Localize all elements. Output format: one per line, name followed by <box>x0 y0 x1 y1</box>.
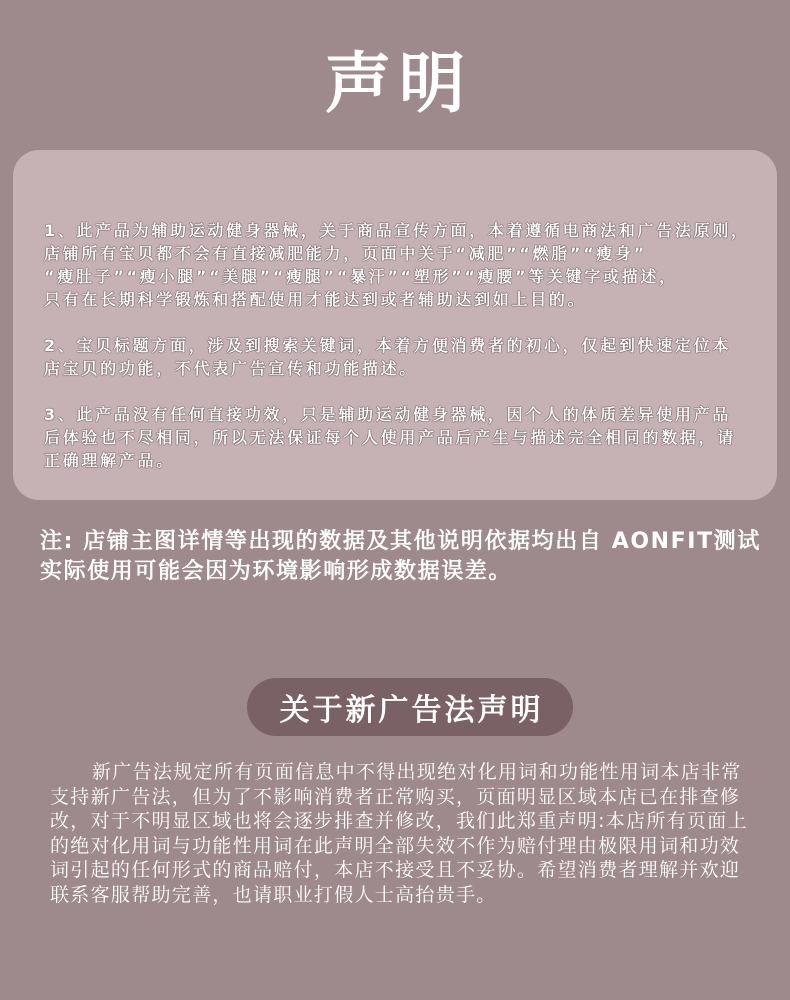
page-title: 声明 <box>325 45 473 122</box>
note-line: 注: 店铺主图详情等出现的数据及其他说明依据均出自 AONFIT测试 <box>40 529 761 554</box>
declaration-line: 支持新广告法，但为了不影响消费者正常购买，页面明显区域本店已在排查修 <box>50 785 741 808</box>
notice-line: 正确理解产品。 <box>44 451 175 470</box>
notice-item-1 <box>44 219 763 311</box>
declaration-body <box>50 760 775 907</box>
declaration-line: 联系客服帮助完善，也请职业打假人士高抬贵手。 <box>50 883 497 906</box>
notice-line: 3、此产品没有任何直接功效，只是辅助运动健身器械，因个人的体质差异使用产品 <box>44 405 732 424</box>
notice-item-2 <box>44 334 763 380</box>
declaration-line: 新广告法规定所有页面信息中不得出现绝对化用词和功能性用词本店非常 <box>92 761 742 783</box>
notice-card <box>13 150 777 500</box>
notice-line: “瘦肚子”“瘦小腿”“美腿”“瘦腿”“暴汗”“塑形”“瘦腰”等关键字或描述， <box>44 267 678 286</box>
declaration-line: 改，对于不明显区域也将会逐步排查并修改，我们此郑重声明:本店所有页面上 <box>50 810 748 832</box>
notice-line: 店铺所有宝贝都不会有直接减肥能力，页面中关于“减肥”“燃脂”“瘦身” <box>44 244 647 263</box>
note-line: 实际使用可能会因为环境影响形成数据误差。 <box>40 559 513 584</box>
declaration-line: 的绝对化用词与功能性用词在此声明全部失效不作为赔付理由极限用词和功效 <box>50 834 741 857</box>
data-source-note <box>40 527 775 587</box>
notice-line: 1、此产品为辅助运动健身器械，关于商品宣传方面，本着遵循电商法和广告法原则， <box>44 221 750 240</box>
notice-line: 后体验也不尽相同，所以无法保证每个人使用产品后产生与描述完全相同的数据，请 <box>44 428 736 447</box>
declaration-line: 词引起的任何形式的商品赔付，本店不接受且不妥协。希望消费者理解并欢迎 <box>50 859 741 881</box>
notice-line: 只有在长期科学锻炼和搭配使用才能达到或者辅助达到如上目的。 <box>44 290 587 309</box>
section-heading: 关于新广告法声明 <box>279 693 544 728</box>
notice-line: 2、宝贝标题方面，涉及到搜索关键词，本着方便消费者的初心，仅起到快速定位本 <box>44 336 732 355</box>
section-heading-pill <box>247 678 573 736</box>
notice-line: 店宝贝的功能，不代表广告宣传和功能描述。 <box>44 359 419 378</box>
notice-item-3 <box>44 403 763 472</box>
